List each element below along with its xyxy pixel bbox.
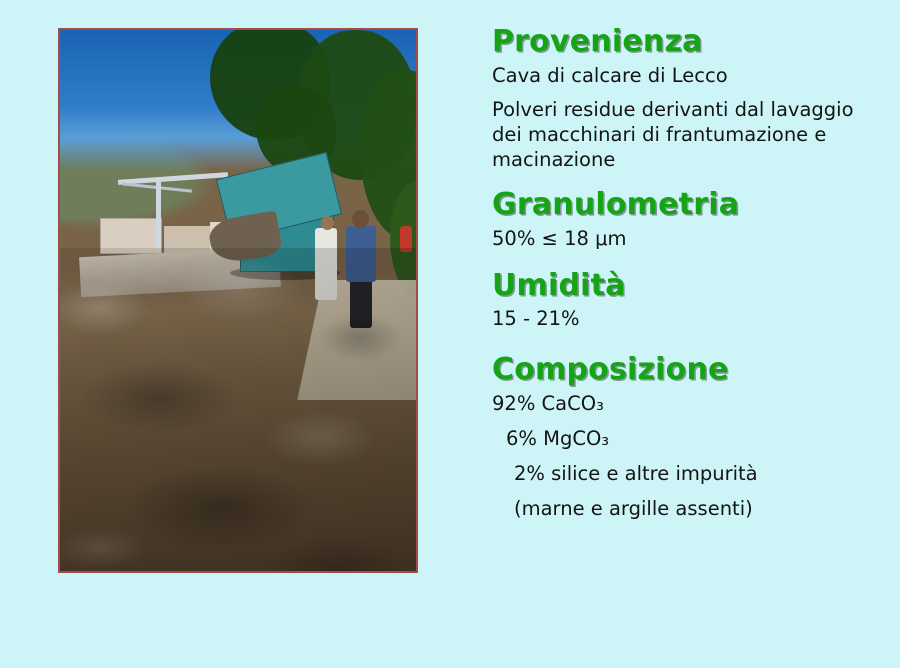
- section-umidita: [492, 267, 884, 332]
- composizione-line-2: 6% MgCO₃: [506, 426, 610, 450]
- composizione-line-4: (marne e argille assenti): [514, 496, 753, 520]
- composizione-line-1: 92% CaCO₃: [492, 391, 604, 415]
- provenienza-line-1: Cava di calcare di Lecco: [492, 63, 728, 87]
- person-figure: [321, 216, 334, 230]
- person-figure: [352, 210, 369, 228]
- dust-pile-shape: [58, 248, 418, 573]
- section-provenienza: [492, 26, 884, 173]
- section-granulometria: [492, 189, 884, 251]
- slide-text-column: [492, 26, 884, 536]
- crane-icon: [156, 180, 161, 250]
- section-composizione: [492, 354, 884, 521]
- provenienza-line-2: Polveri residue derivanti dal lavaggio dei macchinari di frantumazione e macinazione: [492, 98, 854, 172]
- heading-umidita: Umidità: [492, 267, 626, 303]
- composizione-line-3: 2% silice e altre impurità: [514, 461, 758, 485]
- heading-granulometria: Granulometria: [492, 187, 740, 223]
- photo-image: [60, 30, 416, 571]
- granulometria-value: 50% ≤ 18 μm: [492, 226, 627, 250]
- heading-composizione: Composizione: [492, 352, 729, 388]
- heading-provenienza: Provenienza: [492, 24, 703, 59]
- umidita-value: 15 - 21%: [492, 307, 580, 331]
- quarry-dust-photo: [58, 28, 418, 573]
